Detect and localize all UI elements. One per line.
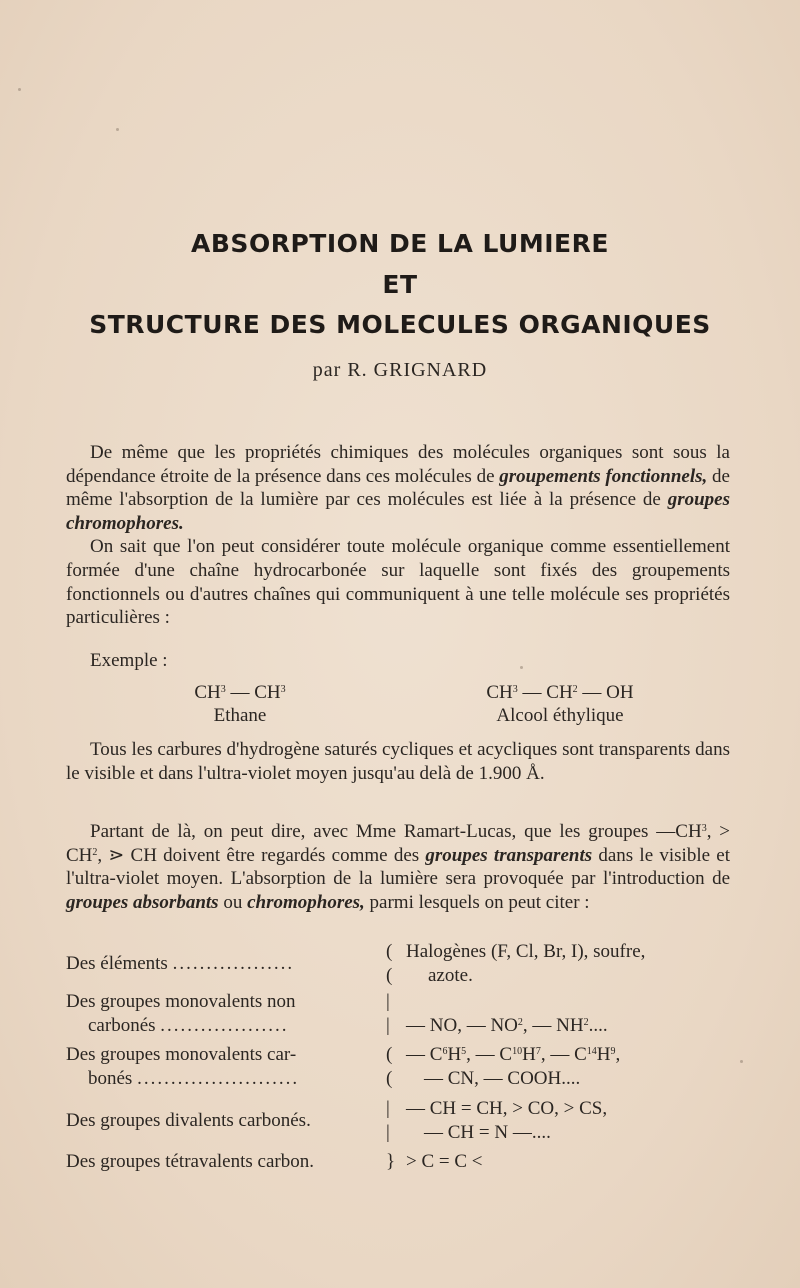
- paragraph-4-text-f: parmi lesquels on peut citer :: [364, 891, 590, 913]
- row-2-value-b: , — NH: [522, 1015, 584, 1036]
- alcohol-formula-part-c: — OH: [577, 682, 634, 703]
- row-3-sup-7: 7: [535, 1046, 541, 1057]
- ethane-formula-part-a: CH: [194, 682, 221, 703]
- table-row-divalent: [66, 1097, 746, 1147]
- alcohol-name: Alcool éthylique: [496, 705, 624, 726]
- row-4-brace-top: |: [386, 1098, 390, 1119]
- paragraph-1: [66, 441, 730, 535]
- row-2-brace-bottom: |: [386, 1015, 390, 1036]
- row-1-label-text: Des éléments: [66, 953, 168, 974]
- row-3-sup-5: 5: [461, 1046, 467, 1057]
- row-3-v1-c: , — C: [466, 1044, 513, 1065]
- alcohol-formula-part-b: — CH: [517, 682, 573, 703]
- alcohol-formula-part-a: CH: [486, 682, 513, 703]
- ethane-formula-part-b: — CH: [225, 682, 281, 703]
- row-2-value-a: — NO, — NO: [406, 1015, 518, 1036]
- row-2-label-2-text: carbonés: [88, 1015, 156, 1036]
- row-2-dots: ...................: [160, 1015, 289, 1036]
- alcohol-formula-sup-1: 3: [512, 684, 518, 695]
- paragraph-4-text-d: dans le visible et l'ultra-violet moyen. L'absorption de la lumière sera provoquée par l'introduction de: [66, 844, 730, 890]
- row-1-dots: ..................: [172, 953, 295, 974]
- paragraph-4-sup-2: 2: [92, 846, 98, 858]
- row-5-label: Des groupes tétravalents carbon.: [66, 1151, 314, 1172]
- alcohol-formula: [440, 681, 680, 705]
- row-5-brace: }: [386, 1151, 396, 1172]
- paper-speck: [116, 128, 119, 131]
- paper-speck: [520, 666, 523, 669]
- row-3-sup-10: 10: [512, 1046, 523, 1057]
- paragraph-3: Tous les carbures d'hydrogène saturés cycliques et acycliques sont transparents dans le visible et dans l'ultra-violet moyen jusqu'au delà de 1.900 Å.: [66, 739, 730, 784]
- table-row-monovalent-non-carbon: [66, 990, 746, 1040]
- row-3-brace-bottom: (: [386, 1068, 393, 1089]
- row-2-label-1: Des groupes monovalents non: [66, 991, 296, 1012]
- row-3-sup-9: 9: [610, 1046, 616, 1057]
- row-1-value-2: azote.: [428, 965, 473, 986]
- paragraph-1-text-a: De même que les propriétés chimiques des molécules organiques sont sous la dépendance étroite de la présence dans ces molécules de: [66, 442, 730, 487]
- row-2-value: [406, 1014, 746, 1038]
- paragraph-4-text-a: Partant de là, on peut dire, avec Mme Ramart-Lucas, que les groupes —CH: [90, 821, 702, 842]
- row-3-label-1: Des groupes monovalents car-: [66, 1044, 297, 1065]
- row-3-v1-e: , — C: [540, 1044, 587, 1065]
- row-2-label-2: [88, 1014, 406, 1038]
- ethane-formula-sup-1: 3: [220, 684, 226, 695]
- paragraph-4-text-e: ou: [218, 891, 248, 913]
- row-2-value-c: ....: [588, 1015, 608, 1036]
- paragraph-4-block: [66, 820, 730, 914]
- row-3-value-1: [406, 1043, 746, 1067]
- paragraph-4: [66, 820, 730, 914]
- ethane-name: Ethane: [213, 705, 267, 726]
- alcohol-formula-sup-2: 2: [572, 684, 578, 695]
- row-2-brace-top: |: [386, 991, 390, 1012]
- paragraph-2: On sait que l'on peut considérer toute molécule organique comme essentiellement formée d'une chaîne hydrocarbonée sur laquelle sont fixés des groupements fonctionnels ou d'autres chaînes qui communiquent à une telle molécule ses propriétés particulières :: [66, 536, 730, 629]
- row-3-v1-d: H: [522, 1044, 536, 1065]
- row-3-v1-f: H: [596, 1044, 611, 1065]
- table-row-monovalent-carbon: [66, 1043, 746, 1093]
- title-line-2: ET: [382, 270, 418, 299]
- paragraph-4-emphasis-1: groupes transparents: [425, 844, 593, 866]
- paragraph-3-block: [66, 738, 730, 785]
- title-line-3: STRUCTURE DES MOLECULES ORGANIQUES: [89, 310, 711, 339]
- row-3-brace-top: (: [386, 1044, 393, 1065]
- intro-text-block: [66, 441, 730, 630]
- title-line-1: ABSORPTION DE LA LUMIERE: [191, 229, 609, 258]
- paragraph-4-text-c: , ⋗ CH doivent être regardés comme des: [97, 844, 426, 866]
- row-3-value-2: — CN, — COOH....: [424, 1068, 581, 1089]
- row-3-label-2-text: bonés: [88, 1068, 133, 1089]
- row-3-sup-6: 6: [442, 1046, 448, 1057]
- ethane-formula: [140, 681, 340, 705]
- row-3-v1-b: H: [447, 1044, 462, 1065]
- paragraph-1-emphasis-2: groupes chromophores.: [66, 489, 730, 534]
- paragraph-1-emphasis-1: groupements fonctionnels,: [499, 465, 708, 487]
- paragraph-4-sup-3: 3: [701, 823, 707, 834]
- row-4-value-1: — CH = CH, > CO, > CS,: [406, 1098, 608, 1119]
- row-4-value-2: — CH = N —....: [424, 1122, 551, 1143]
- row-3-dots: ........................: [137, 1068, 300, 1089]
- row-4-label: Des groupes divalents carbonés.: [66, 1110, 311, 1131]
- row-2-sup-2: 2: [583, 1017, 589, 1028]
- row-5-value: > C = C <: [406, 1151, 483, 1172]
- row-3-v1-a: — C: [406, 1044, 443, 1065]
- row-1-value-1: Halogènes (F, Cl, Br, I), soufre,: [406, 941, 646, 962]
- paragraph-1-text-b: de même l'absorption de la lumière par ces molécules est liée à la présence de: [66, 465, 730, 511]
- paragraph-4-text-b: , > CH: [66, 821, 730, 866]
- row-2-sup-1: 2: [517, 1017, 523, 1028]
- row-3-v1-g: ,: [615, 1044, 621, 1065]
- example-label: Exemple :: [90, 650, 168, 671]
- row-1-brace-top: (: [386, 941, 393, 962]
- row-4-brace-bottom: |: [386, 1122, 390, 1143]
- paragraph-4-emphasis-2: groupes absorbants: [66, 891, 219, 913]
- table-row-elements: [66, 940, 746, 990]
- row-3-sup-14: 14: [586, 1046, 597, 1057]
- author-line: par R. GRIGNARD: [312, 359, 488, 381]
- row-1-brace-bottom: (: [386, 965, 393, 986]
- paper-speck: [18, 88, 21, 91]
- row-1-label: [66, 952, 384, 976]
- table-row-tetravalent: [66, 1150, 746, 1180]
- ethane-formula-sup-2: 3: [280, 684, 286, 695]
- row-3-label-2: [88, 1067, 406, 1091]
- paragraph-4-emphasis-3: chromophores,: [247, 891, 365, 913]
